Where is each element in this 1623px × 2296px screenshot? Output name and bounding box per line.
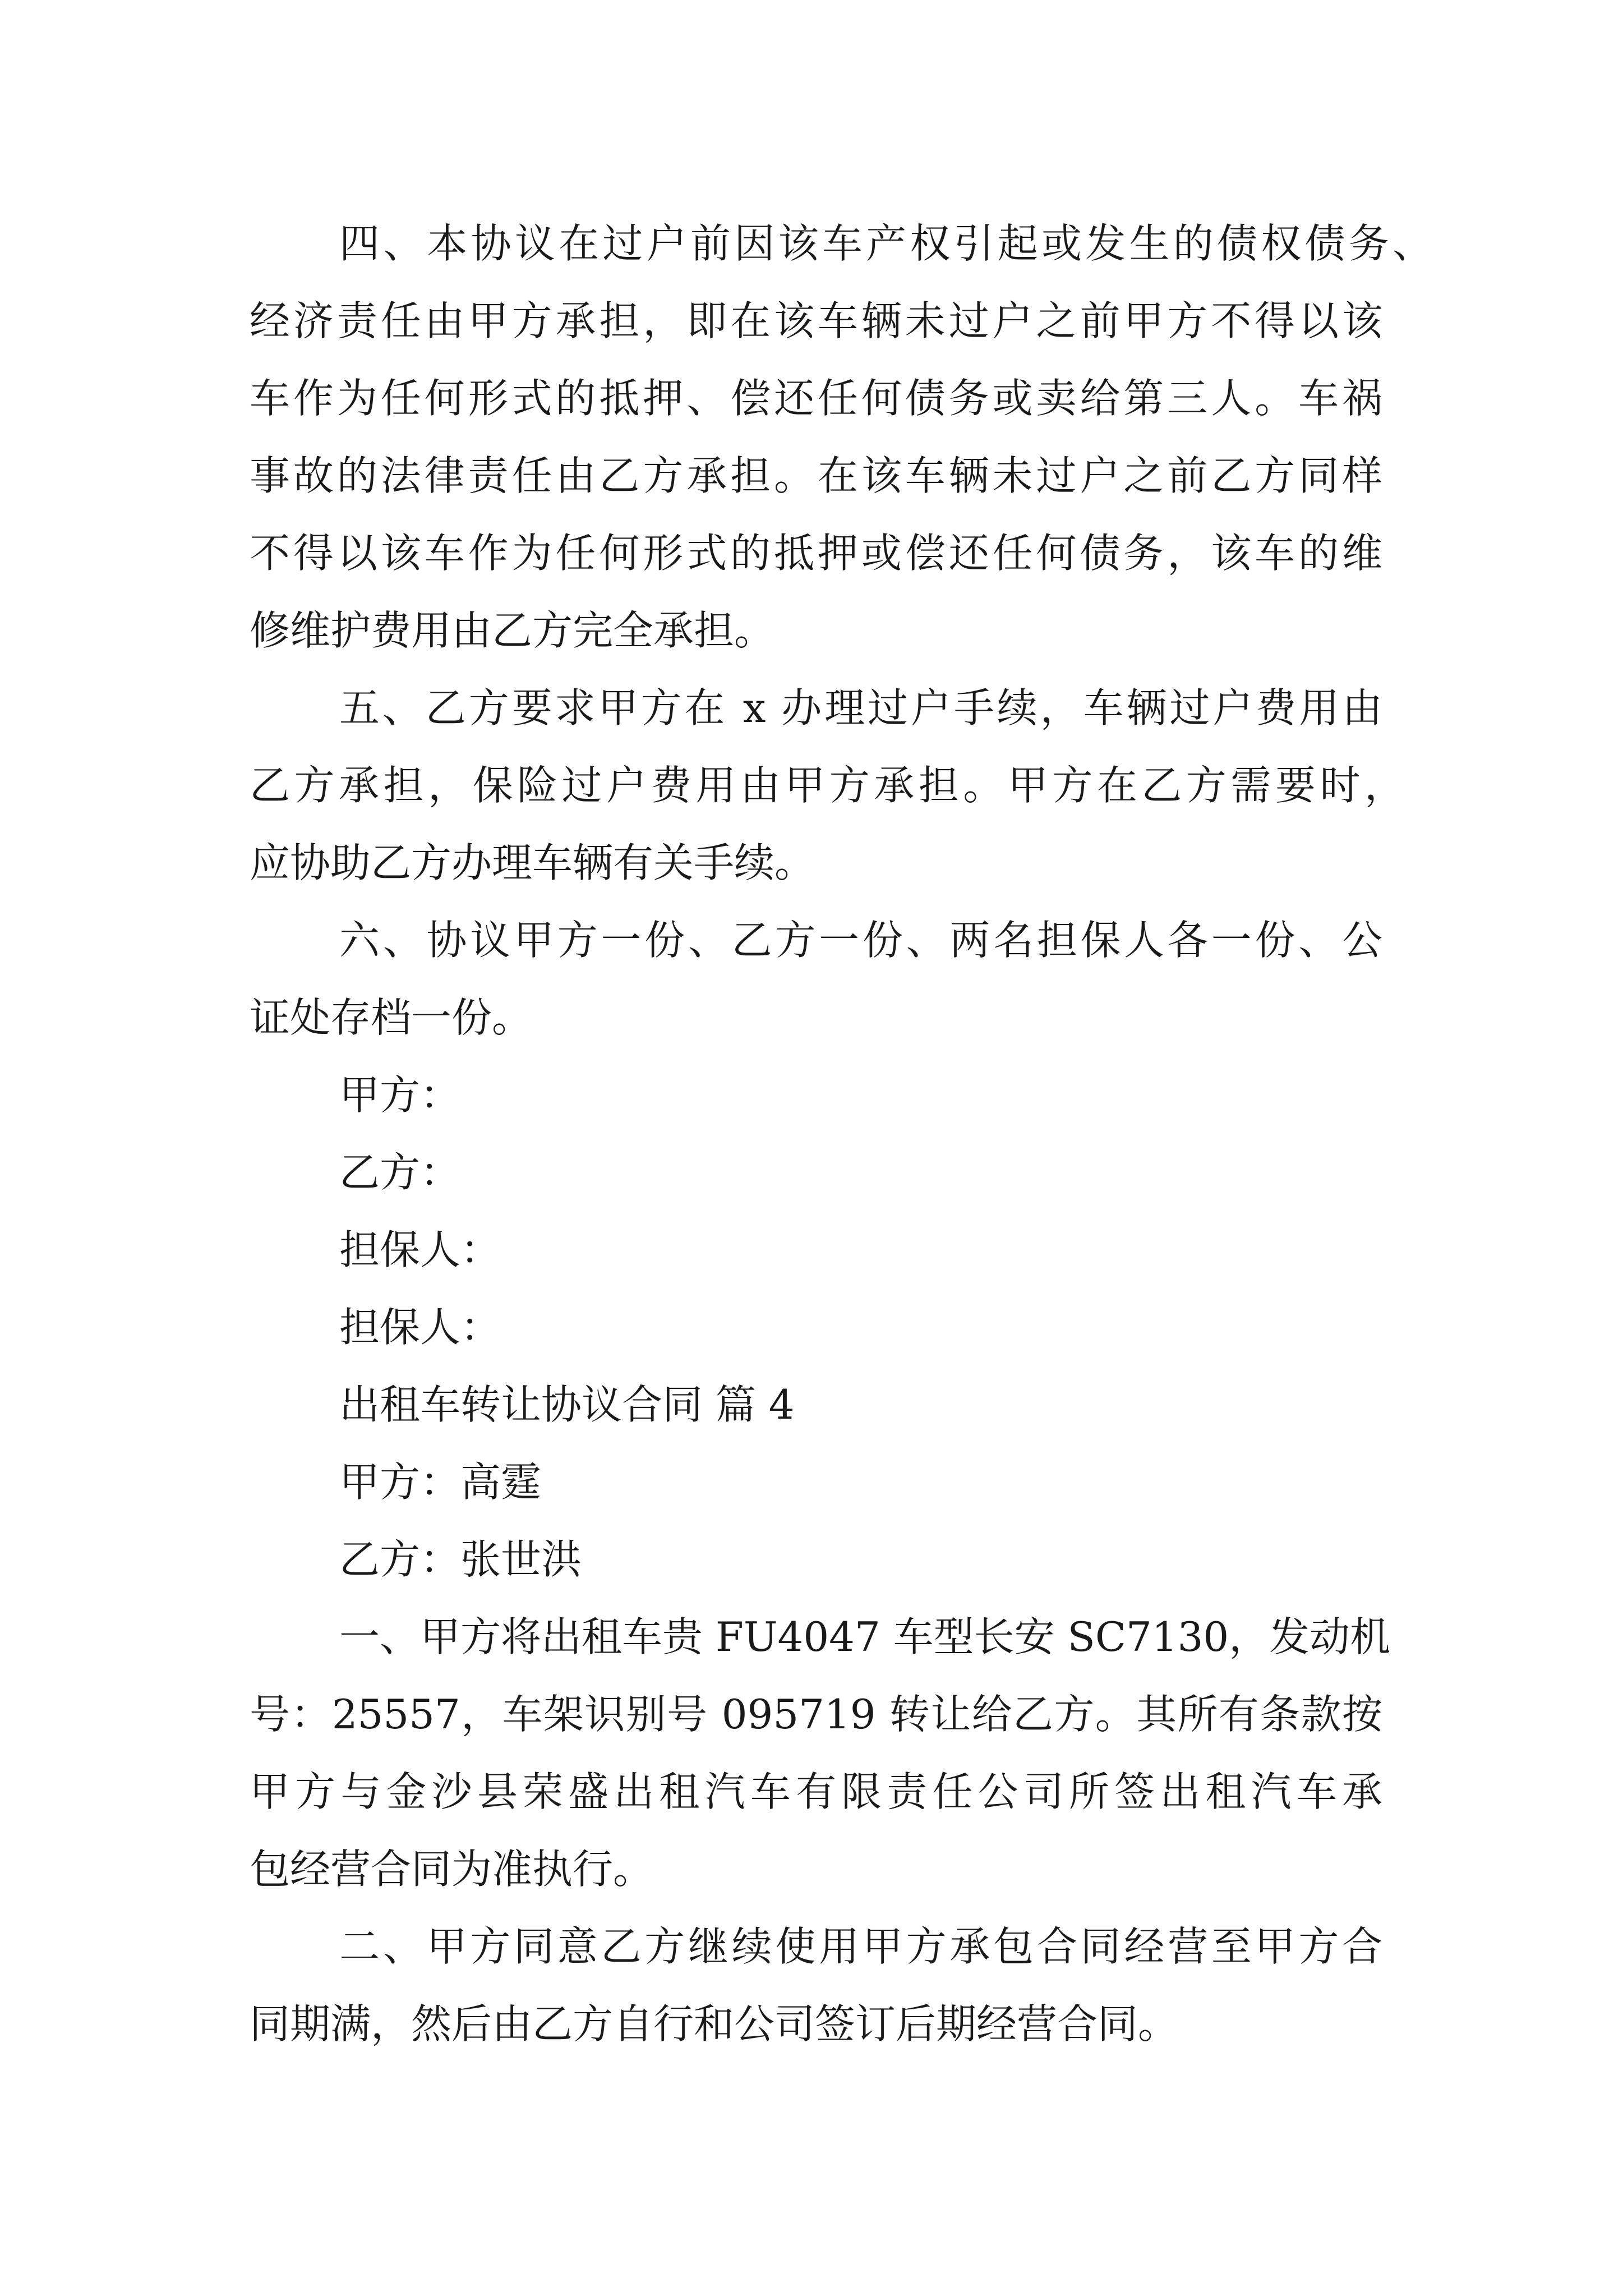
text-line: 一、甲方将出租车贵 FU4047 车型长安 SC7130，发动机 [339,1613,1391,1660]
paragraph-4-line-3 [0,360,1623,436]
party-a-name [0,1444,1623,1520]
paragraph-4-line-6 [0,592,1623,669]
paragraph-4-line-1 [0,205,1623,282]
paragraph-6-line-2 [0,979,1623,1056]
text-line: 四、本协议在过户前因该车产权引起或发生的债权债务、 [339,220,1433,267]
text-line: 出租车转让协议合同 篇 4 [339,1381,795,1428]
clause-2-line-1 [0,1908,1623,1985]
party-b-name [0,1521,1623,1598]
signature-guarantor-2 [0,1289,1623,1365]
text-line: 二、甲方同意乙方继续使用甲方承包合同经营至甲方合 [339,1923,1382,1970]
text-line: 五、乙方要求甲方在 x 办理过户手续，车辆过户费用由 [339,684,1382,731]
text-line: 不得以该车作为任何形式的抵押或偿还任何债务，该车的维 [250,530,1382,577]
clause-1-line-2 [0,1676,1623,1752]
text-line: 证处存档一份。 [250,994,533,1041]
text-line: 乙方：张世洪 [339,1536,582,1583]
paragraph-4-line-2 [0,283,1623,359]
text-line: 事故的法律责任由乙方承担。在该车辆未过户之前乙方同样 [250,452,1382,499]
text-line: 甲方：高霆 [339,1458,542,1506]
text-line: 六、协议甲方一份、乙方一份、两名担保人各一份、公 [339,917,1382,964]
clause-1-line-3 [0,1754,1623,1830]
text-line: 修维护费用由乙方完全承担。 [250,607,775,654]
text-line: 经济责任由甲方承担，即在该车辆未过户之前甲方不得以该 [250,297,1382,344]
clause-1-line-4 [0,1831,1623,1907]
clause-2-line-2 [0,1986,1623,2062]
text-line: 担保人： [339,1226,501,1273]
text-line: 甲方： [339,1071,461,1119]
text-line: 乙方： [339,1149,461,1196]
paragraph-5-line-1 [0,670,1623,746]
paragraph-4-line-4 [0,438,1623,514]
paragraph-5-line-3 [0,825,1623,901]
text-line: 应协助乙方办理车辆有关手续。 [250,839,815,886]
text-line: 乙方承担，保险过户费用由甲方承担。甲方在乙方需要时， [250,762,1405,809]
text-line: 号：25557，车架识别号 095719 转让给乙方。其所有条款按 [250,1691,1382,1738]
text-line: 包经营合同为准执行。 [250,1846,654,1893]
paragraph-4-line-5 [0,515,1623,591]
text-line: 担保人： [339,1304,501,1351]
text-line: 车作为任何形式的抵押、偿还任何债务或卖给第三人。车祸 [250,375,1382,422]
section-heading [0,1366,1623,1443]
signature-party-a [0,1057,1623,1133]
signature-guarantor-1 [0,1212,1623,1288]
paragraph-6-line-1 [0,902,1623,978]
text-line: 甲方与金沙县荣盛出租汽车有限责任公司所签出租汽车承 [250,1768,1382,1815]
paragraph-5-line-2 [0,747,1623,823]
text-line: 同期满，然后由乙方自行和公司签订后期经营合同。 [250,2000,1179,2047]
clause-1-line-1 [0,1599,1623,1675]
signature-party-b [0,1134,1623,1211]
